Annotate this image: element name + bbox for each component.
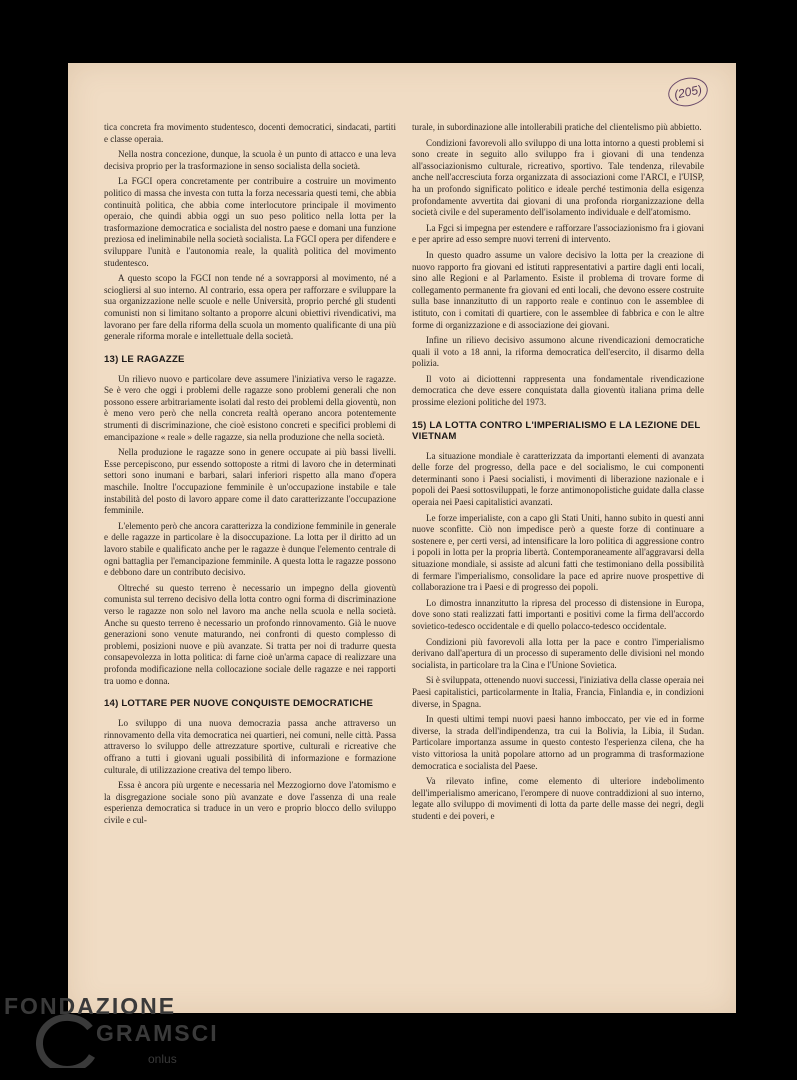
paragraph: Si è sviluppata, ottenendo nuovi successi, l'iniziativa della classe operaia nei Paesi capitalistici, particolarmente in Italia, Francia, Finlandia e, in condizioni diverse, in Spagna. xyxy=(412,675,704,709)
paragraph: La situazione mondiale è caratterizzata da importanti elementi di avanzata delle forze del progresso, della pace e del socialismo, le cui componenti determinanti sono i Paesi socialisti, i movimenti di liberazione nazionale e i popoli dei Paesi sottosviluppati, le forze antimonopolistiche guidate dalla classe operaia nei Paesi capitalistici avanzati. xyxy=(412,450,704,508)
paragraph: Le forze imperialiste, con a capo gli Stati Uniti, hanno subito in questi anni nuove sconfitte. Ciò non impedisce però a queste forze di continuare a sostenere e, per certi versi, ad intensificare la loro politica di aggressione contro i popoli in lotta per la propria libertà. Contemporaneamente all'aggravarsi della situazione mondiale, si assiste ad alcuni fatti che testimoniano della possibilità di fermare l'imperialismo, consolidare la pace ed aprire nuove prospettive di collaborazione tra i Paesi e di progresso dei popoli. xyxy=(412,512,704,593)
section-heading-13: 13) LE RAGAZZE xyxy=(104,353,185,365)
watermark-line-1: FONDAZIONE xyxy=(4,993,177,1019)
paragraph: In questo quadro assume un valore decisivo la lotta per la creazione di nuovo rapporto fra giovani ed istituti rappresentativi a partire dagli enti locali, sino alle Regioni e al Parlamento. Esiste il problema di trovare forme di collegamento permanente fra giovani ed enti locali, che devono essere costruite sulla base innanzitutto di un rapporto reale e continuo con le assemblee di istituto, con i comitati di quartiere, con le assemblee di fabbrica e con le altre forme di organizzazione e di associazione dei giovani. xyxy=(412,249,704,330)
paragraph: A questo scopo la FGCI non tende né a sovrapporsi al movimento, né a sciogliersi al suo interno. Al contrario, essa opera per rafforzare e sviluppare la sua organizzazione nelle scuole e nelle Università, proprio perché gli studenti comunisti non si limitano soltanto a proporre alcuni obiettivi rivendicativi, ma lavorano per fare della riforma della scuola un momento qualificante di una più generale riforma morale e intellettuale della società. xyxy=(104,273,396,342)
paragraph: Nella nostra concezione, dunque, la scuola è un punto di attacco e una leva decisiva proprio per la trasformazione in senso socialista della società. xyxy=(104,149,396,171)
fondazione-gramsci-watermark xyxy=(0,990,220,1080)
paragraph: Lo sviluppo di una nuova democrazia passa anche attraverso un rinnovamento della vita democratica nei quartieri, nei comuni, nelle città. Passa attraverso lo sviluppo delle attrezzature sportive, culturali e ricreative che offrano a tutti i giovani uguali possibilità di informazione e formazione culturale, di utilizzazione creativa del tempo libero. xyxy=(104,718,396,775)
right-column xyxy=(412,122,704,826)
paragraph: Condizioni favorevoli allo sviluppo di una lotta intorno a questi problemi si sono create in seguito allo sviluppo fra i giovani di una tendenza all'associazionismo culturale, ricreativo, sportivo. Tale tendenza, rilevabile anche nell'accresciuta forza organizzata di associazioni come l'ARCI, e l'UISP, ha un profondo significato politico e ideale perché testimonia della esigenza profondamente avvertita dai giovani di una profonda riorganizzazione della società civile e del superamento dell'isolamento individuale e dell'atomismo. xyxy=(412,137,704,218)
paragraph: tica concreta fra movimento studentesco, docenti democratici, sindacati, partiti e classe operaia. xyxy=(104,122,396,144)
watermark-line-2: GRAMSCI xyxy=(96,1020,219,1046)
watermark-line-3: onlus xyxy=(148,1052,177,1066)
paragraph: L'elemento però che ancora caratterizza la condizione femminile in generale e delle ragazze in particolare è la disoccupazione. La lotta per il diritto ad un lavoro stabile e qualificato anche per le ragazze è dunque l'elemento centrale di ogni battaglia per l'emancipazione femminile. A questa lotta le ragazze possono e debbono dare un contributo decisivo. xyxy=(104,520,396,578)
handwritten-page-number: (205) xyxy=(666,74,711,110)
paragraph: In questi ultimi tempi nuovi paesi hanno imboccato, per vie ed in forme diverse, la strada dell'indipendenza, tra cui la Bolivia, la Libia, il Sudan. Particolare importanza assume in questo contesto l'esperienza cilena, che ha visto vittoriosa la unità popolare attorno ad un programma di trasformazione democratica e socialista del Paese. xyxy=(412,714,704,771)
left-column xyxy=(104,122,396,830)
section-heading-15: 15) LA LOTTA CONTRO L'IMPERIALISMO E LA LEZIONE DEL VIETNAM xyxy=(412,419,701,442)
paragraph: Condizioni più favorevoli alla lotta per la pace e contro l'imperialismo derivano dall'apertura di un processo di superamento delle divisioni nel mondo socialista, in particolare tra la Cina e l'Unione Sovietica. xyxy=(412,636,704,670)
paragraph: Nella produzione le ragazze sono in genere occupate ai più bassi livelli. Esse percepiscono, pur essendo sottoposte a ritmi di lavoro che in determinati settori sono inumani e barbari, salari inferiori rispetto alla mano d'opera maschile. Inoltre l'occupazione femminile è un'occupazione instabile e tale instabilità del posto di lavoro appare come il dato caratterizzante l'occupazione femminile. xyxy=(104,447,396,516)
paragraph: Oltreché su questo terreno è necessario un impegno della gioventù comunista sul terreno decisivo della lotta contro ogni forma di discriminazione verso le ragazze non solo nel lavoro ma anche nella scuola e nella società. Anche su questo terreno è necessario un profondo rinnovamento. Già le nuove generazioni sono venute maturando, nei confronti di questo complesso di problemi, posizioni nuove e più avanzate. Si tratta per noi di tradurre questa consapevolezza in lotta politica: di farne cioè un'arma capace di realizzare una profonda modificazione nella collocazione sociale delle ragazze e nei rapporti tra uomo e donna. xyxy=(104,582,396,686)
paragraph: Lo dimostra innanzitutto la ripresa del processo di distensione in Europa, dove sono stati realizzati fatti importanti e positivi come la firma dell'accordo sovietico-tedesco occidentale e di quello polacco-tedesco occidentale. xyxy=(412,597,704,631)
paragraph: Un rilievo nuovo e particolare deve assumere l'iniziativa verso le ragazze. Se è vero che oggi i problemi delle ragazze sono problemi generali che non possono essere arbitrariamente isolati dal resto dei problemi della gioventù, non è meno vero però che nella concreta realtà operano ancora potentemente strumenti di discriminazione, che cioè esistono concreti e specifici problemi di emancipazione « reale » delle ragazze, sia nella produzione che nella società. xyxy=(104,373,396,442)
paragraph: turale, in subordinazione alle intollerabili pratiche del clientelismo più abbietto. xyxy=(412,122,702,132)
section-heading-14: 14) LOTTARE PER NUOVE CONQUISTE DEMOCRATICHE xyxy=(104,698,374,710)
paragraph: La FGCI opera concretamente per contribuire a costruire un movimento politico di massa che investa con tutta la forza necessaria questi temi, che abbia continuità politica, che abbia come interlocutore principale il movimento operaio, che quindi abbia oggi un suo peso politico nella lotta per la trasformazione democratica e socialista del nostro paese e domani una funzione preziosa ed ineliminabile nella società socialista. La FGCI opera per difendere e sviluppare l'unità e l'autonomia reale, la qualità politica del movimento studentesco. xyxy=(104,176,396,268)
paragraph: Va rilevato infine, come elemento di ulteriore indebolimento dell'imperialismo americano, l'erompere di nuove contraddizioni al suo interno, legate allo sviluppo di movimenti di lotta da parte delle masse dei negri, degli studenti e dei poveri, e xyxy=(412,776,704,821)
paragraph: Infine un rilievo decisivo assumono alcune rivendicazioni democratiche quali il voto a 18 anni, la riforma democratica dell'esercito, il disarmo della polizia. xyxy=(412,335,704,369)
paragraph: Essa è ancora più urgente e necessaria nel Mezzogiorno dove l'atomismo e la disgregazione sociale sono più avanzate e dove l'assenza di una reale esperienza democratica si traduce in un vero e proprio blocco dello sviluppo civile e cul- xyxy=(104,780,396,825)
paragraph: Il voto ai diciottenni rappresenta una fondamentale rivendicazione democratica che deve essere conquistata dalla gioventù italiana prima delle prossime elezioni politiche del 1973. xyxy=(412,373,704,408)
paragraph: La Fgci si impegna per estendere e rafforzare l'associazionismo fra i giovani e per aprire ad esso sempre nuovi terreni di intervento. xyxy=(412,222,704,245)
